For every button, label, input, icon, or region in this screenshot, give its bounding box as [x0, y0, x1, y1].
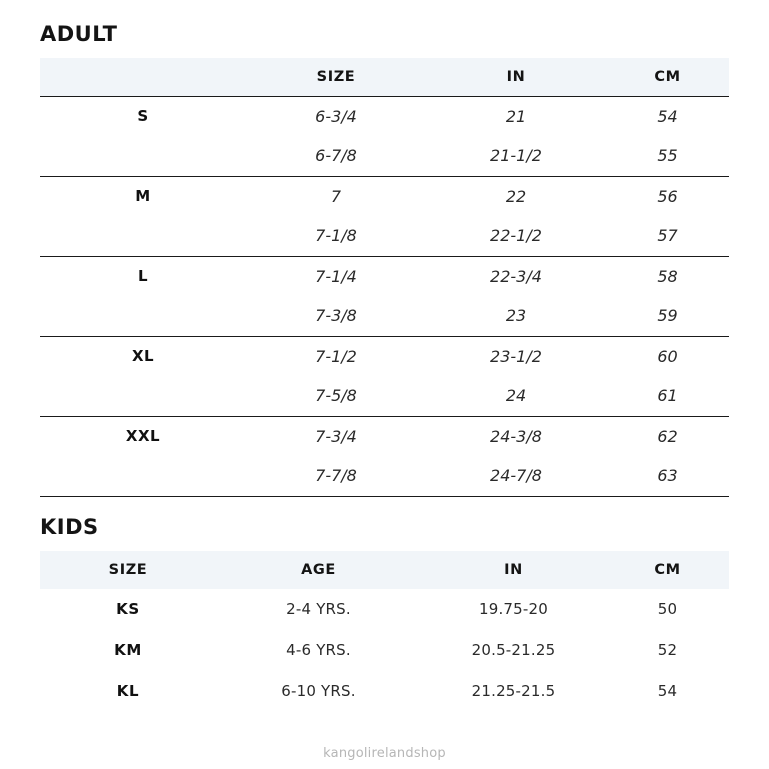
adult-size-label: XXL: [40, 416, 246, 456]
adult-inches: 24-3/8: [426, 416, 606, 456]
table-row: [40, 336, 729, 376]
adult-col-header-in: IN: [426, 58, 606, 96]
adult-inches: 22: [426, 176, 606, 216]
table-row: [40, 216, 729, 256]
kids-size-label: KL: [116, 682, 140, 700]
adult-inches: 21: [426, 96, 606, 136]
table-row: [40, 630, 729, 671]
adult-size-label: [40, 376, 246, 416]
adult-cm: 61: [657, 386, 678, 406]
kids-size-label: KM: [114, 641, 142, 659]
kids-size-label: KS: [116, 600, 140, 618]
adult-size-table: [40, 58, 729, 497]
kids-cm: 54: [657, 682, 678, 700]
adult-hat-size: 7-3/8: [315, 306, 357, 326]
table-row: [40, 296, 729, 336]
adult-size-label: [40, 456, 246, 496]
kids-header-row: [40, 551, 729, 589]
kids-col-header-age: AGE: [216, 551, 421, 589]
adult-cm: 62: [606, 416, 729, 456]
adult-size-label: [40, 216, 246, 256]
adult-inches: 24-7/8: [426, 456, 606, 496]
kids-inches: 19.75-20: [478, 600, 549, 618]
kids-cm: 50: [657, 600, 678, 618]
kids-inches: 20.5-21.25: [471, 641, 556, 659]
adult-cm: 59: [657, 306, 678, 326]
adult-cm: 63: [606, 456, 729, 496]
table-row: [40, 456, 729, 496]
kids-cm: 52: [657, 641, 678, 659]
adult-hat-size: 7-1/2: [246, 336, 426, 376]
adult-hat-size: 7-3/4: [246, 416, 426, 456]
adult-size-label: M: [40, 176, 246, 216]
adult-inches: 23-1/2: [426, 336, 606, 376]
adult-inches: 21-1/2: [490, 146, 542, 166]
adult-cm: 55: [657, 146, 678, 166]
adult-col-header-blank: [40, 58, 246, 96]
adult-hat-size: 7-5/8: [315, 386, 357, 406]
kids-age: 4-6 YRS.: [286, 641, 351, 659]
kids-table-head: [40, 551, 729, 589]
watermark: kangolirelandshop: [323, 746, 446, 761]
adult-hat-size: 7-7/8: [246, 456, 426, 496]
adult-col-header-size: SIZE: [246, 58, 426, 96]
kids-inches: 21.25-21.5: [471, 682, 556, 700]
adult-table-head: [40, 58, 729, 96]
adult-inches: 22-3/4: [426, 256, 606, 296]
adult-hat-size: 7-1/8: [315, 226, 357, 246]
adult-section-title: ADULT: [40, 22, 118, 46]
adult-hat-size: 7-1/4: [246, 256, 426, 296]
adult-hat-size: 7: [246, 176, 426, 216]
kids-age: 2-4 YRS.: [286, 600, 351, 618]
kids-table-body: [40, 589, 729, 712]
adult-size-label: [40, 136, 246, 176]
table-row: [40, 376, 729, 416]
table-row: [40, 136, 729, 176]
adult-size-label: L: [40, 256, 246, 296]
adult-hat-size: 6-3/4: [246, 96, 426, 136]
adult-inches: 23: [505, 306, 527, 326]
table-row: [40, 671, 729, 712]
kids-size-table: [40, 551, 729, 712]
kids-section-title: KIDS: [40, 514, 99, 539]
table-row: [40, 589, 729, 630]
adult-cm: 60: [606, 336, 729, 376]
adult-size-label: S: [40, 96, 246, 136]
adult-cm: 56: [606, 176, 729, 216]
adult-header-row: [40, 58, 729, 96]
adult-cm: 58: [606, 256, 729, 296]
adult-col-header-cm: CM: [606, 58, 729, 96]
adult-hat-size: 6-7/8: [315, 146, 357, 166]
table-row: [40, 416, 729, 456]
table-row: [40, 96, 729, 136]
adult-cm: 57: [657, 226, 678, 246]
kids-col-header-in: IN: [421, 551, 606, 589]
adult-inches: 24: [505, 386, 527, 406]
kids-age: 6-10 YRS.: [281, 682, 356, 700]
adult-size-label: [40, 296, 246, 336]
adult-cm: 54: [606, 96, 729, 136]
adult-table-body: [40, 96, 729, 496]
adult-size-label: XL: [40, 336, 246, 376]
table-row: [40, 256, 729, 296]
adult-inches: 22-1/2: [490, 226, 542, 246]
kids-col-header-cm: CM: [606, 551, 729, 589]
kids-col-header-size: SIZE: [40, 551, 216, 589]
table-row: [40, 176, 729, 216]
